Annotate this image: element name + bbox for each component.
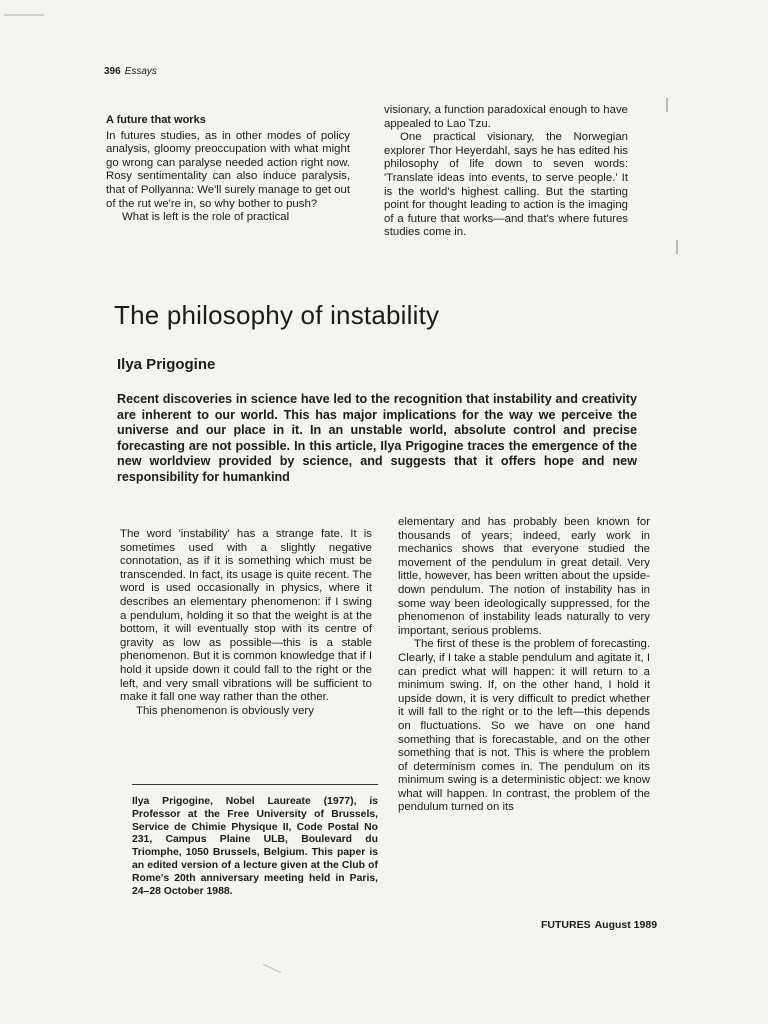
issue-date: August 1989 — [594, 919, 658, 931]
scan-speck — [263, 964, 282, 973]
paragraph: In futures studies, as in other modes of policy analysis, gloomy preoccupation with what might go wrong can paralyse needed action right now. Rosy sentimentality can also induce paralysis, that of Pollyanna: We'll surely manage to get out of the rut we're in, so why bother to push? — [106, 129, 350, 210]
scan-speck — [666, 98, 668, 112]
article-abstract: Recent discoveries in science have led to the recognition that instability and creativity are inherent to our world. This has major implications for the way we perceive the universe and our place in it. In an unstable world, absolute control and precise forecasting are not possible. In this article, Ilya Prigogine traces the emergence of the new worldview provided by science, and suggests that it offers hope and new responsibility for humankind — [117, 392, 637, 484]
preceding-article-left-column — [106, 114, 350, 225]
paragraph: One practical visionary, the Norwegian explorer Thor Heyerdahl, says he has edited his philosophy of life down to seven words: 'Translate ideas into events, to serve people.' It is the world's highest calling. But the starting point for thought leading to action is the imaging of a future that works—and that's where futures studies come in. — [384, 131, 628, 239]
scan-speck — [676, 240, 678, 254]
article-author: Ilya Prigogine — [117, 356, 216, 373]
running-header — [104, 66, 157, 77]
running-footer — [541, 919, 657, 931]
paragraph: The word 'instability' has a strange fate. It is sometimes used with a slightly negative connotation, as if it is something which must be transcended. In fact, its usage is quite recent. The word is used occasionally in physics, where it describes an elementary phenomenon: if I swing a pendulum, holding it so that the weight is at the bottom, it will eventually stop with its centre of gravity as low as possible—this is a stable phenomenon. But it is common knowledge that if I hold it upside down it could fall to the right or the left, and very small vibrations will be sufficient to make it fall one way rather than the other. — [120, 528, 373, 704]
paragraph: visionary, a function paradoxical enough to have appealed to Lao Tzu. — [384, 104, 628, 130]
article-title: The philosophy of instability — [114, 300, 440, 330]
scan-speck — [4, 14, 44, 16]
preceding-article-right-column — [384, 104, 628, 240]
article-right-column — [398, 516, 650, 815]
article-left-column — [120, 528, 372, 718]
author-footnote: Ilya Prigogine, Nobel Laureate (1977), is Professor at the Free University of Brussels, Service de Chimie Physique II, Code Postal No 231, Campus Plaine ULB, Boulevard du Triomphe, 1050 Brussels, Belgium. This paper is an edited version of a lecture given at the Club of Rome's 20th anniversary meeting held in Paris, 24–28 October 1988. — [132, 796, 378, 897]
paragraph: The first of these is the problem of forecasting. Clearly, if I take a stable pendulum and agitate it, I can predict what will happen: it will return to a minimum swing. If, on the other hand, I hold it upside down, it is very difficult to predict whether it will fall to the right or to the left—this depends on fluctuations. So we have on one hand something that is forecastable, and on the other something that is not. This is where the problem of determinism comes in. The pendulum on its minimum swing is a deterministic object: we know what will happen. In contrast, the problem of the pendulum turned on its — [398, 638, 650, 814]
footnote-divider — [132, 784, 378, 785]
paragraph: What is left is the role of practical — [122, 211, 290, 224]
journal-name: FUTURES — [541, 919, 591, 931]
paragraph: This phenomenon is obviously very — [136, 704, 314, 717]
page-number: 396 — [104, 66, 121, 77]
paragraph: elementary and has probably been known for thousands of years; indeed, early work in mechanics shows that everyone studied the movement of the pendulum in great detail. Very little, however, has been written about the upside-down pendulum. The notion of instability has in some way been ideologically suppressed, for the phenomenon of instability leads naturally to very important, serious problems. — [398, 516, 650, 637]
preceding-article-heading: A future that works — [106, 114, 206, 126]
section-name: Essays — [124, 66, 157, 77]
